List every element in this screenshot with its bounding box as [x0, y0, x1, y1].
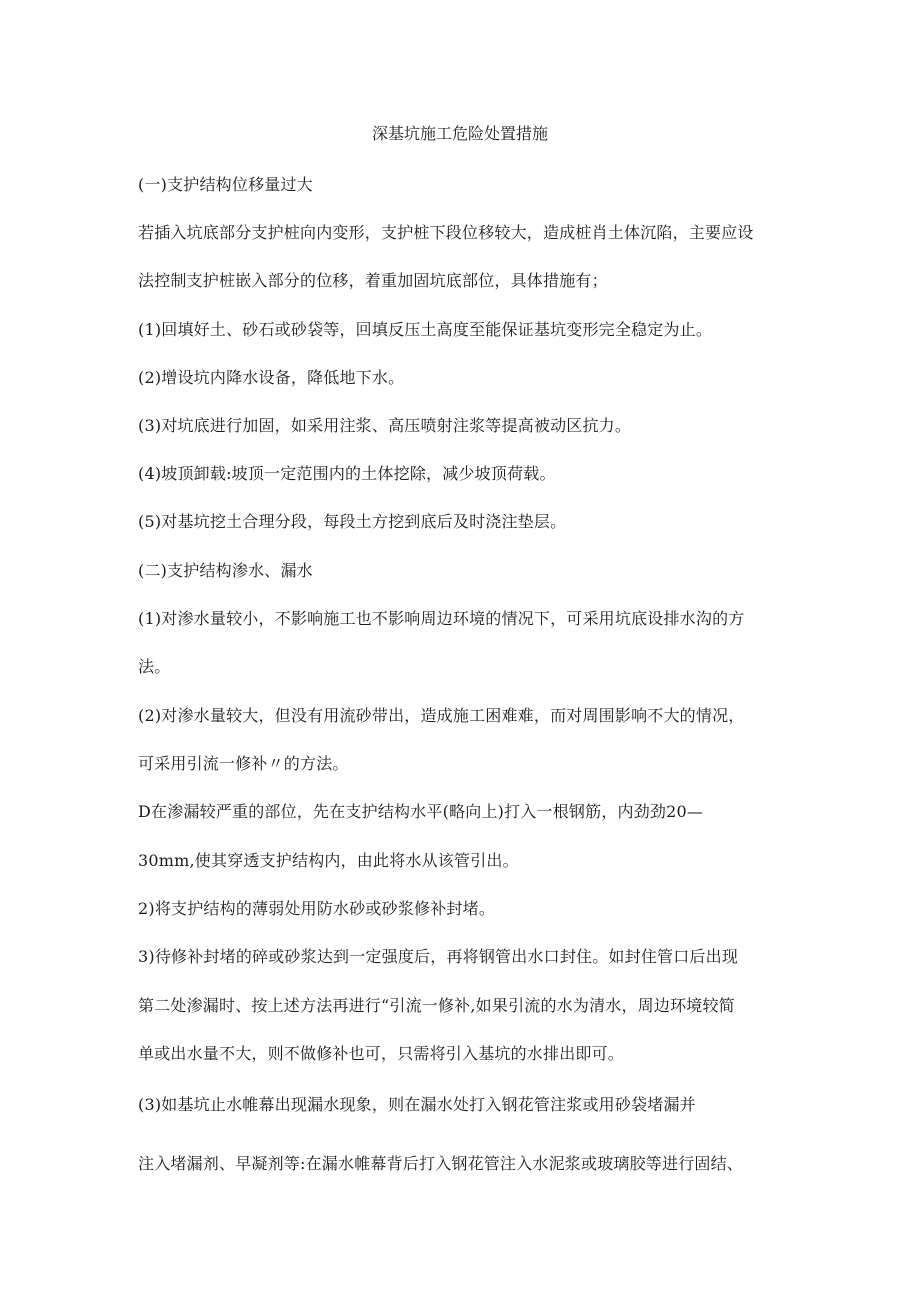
list-item: (5)对基坑挖土合理分段，每段土方挖到底后及时浇注垫层。	[138, 512, 567, 531]
paragraph-line: 第二处渗漏时、按上述方法再进行“引流一修补,如果引流的水为清水，周边环境较简	[138, 996, 735, 1015]
list-item: (2)对渗水量较大，但没有用流砂带出，造成施工困难难，而对周围影响不大的情况，	[138, 706, 745, 725]
list-item: (3)如基坑止水帷幕出现漏水现象，则在漏水处打入钢花管注浆或用砂袋堵漏并	[138, 1095, 696, 1114]
list-item: (1)回填好土、砂石或砂袋等，回填反压土高度至能保证基坑变形完全稳定为止。	[138, 320, 713, 339]
sub-item: D在渗漏较严重的部位，先在支护结构水平(略向上)打入一根钢筋，内劲劲20—	[138, 802, 704, 821]
paragraph-line: 法。	[138, 657, 171, 676]
sub-item: 3)待修补封堵的碎或砂浆达到一定强度后，再将钢管出水口封住。如封住管口后出现	[138, 947, 739, 966]
list-item: (3)对坑底进行加固，如采用注浆、高压喷射注浆等提高被动区抗力。	[138, 416, 632, 435]
paragraph-line: 若插入坑底部分支护桩向内变形，支护桩下段位移较大，造成桩肖土体沉陷，主要应设	[138, 223, 754, 242]
paragraph-line: 30mm,使其穿透支护结构内，由此将水从该管引出。	[138, 851, 519, 870]
list-item: (1)对渗水量较小，不影响施工也不影响周边环境的情况下，可采用坑底设排水沟的方	[138, 609, 745, 628]
document-title: 深基坑施工危险处置措施	[371, 124, 548, 143]
sub-item: 2)将支护结构的薄弱处用防水砂或砂浆修补封堵。	[138, 899, 496, 918]
paragraph-line: 法控制支护桩嵌入部分的位移，着重加固坑底部位，具体措施有；	[138, 271, 608, 290]
paragraph-line: 单或出水量不大，则不做修补也可，只需将引入基坑的水排出即可。	[138, 1044, 625, 1063]
list-item: (4)坡顶卸载:坡顶一定范围内的土体挖除，减少坡顶荷载。	[138, 464, 556, 483]
paragraph-line: 可采用引流一修补〃的方法。	[138, 754, 349, 773]
section-heading-1: (一)支护结构位移量过大	[138, 175, 313, 194]
list-item: (2)增设坑内降水设备，降低地下水。	[138, 368, 405, 387]
paragraph-line: 注入堵漏剂、早凝剂等:在漏水帷幕背后打入钢花管注入水泥浆或玻璃胶等进行固结、	[138, 1154, 743, 1173]
section-heading-2: (二)支护结构渗水、漏水	[138, 561, 313, 580]
